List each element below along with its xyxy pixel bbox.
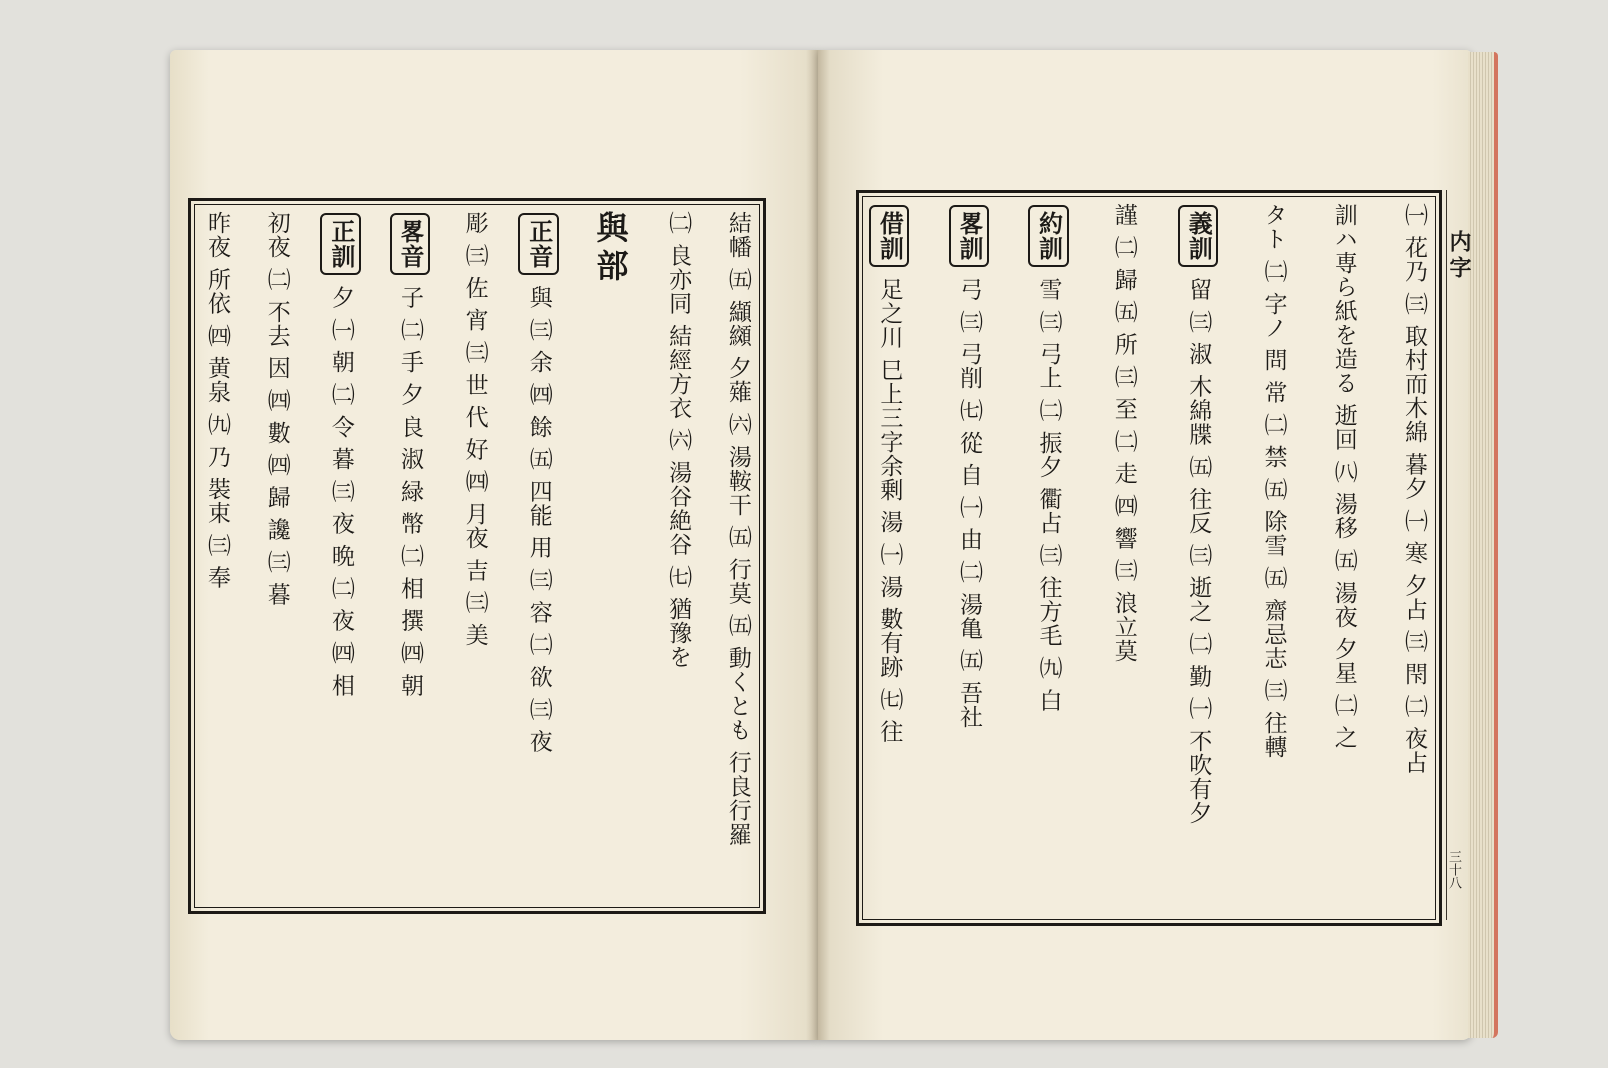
tag-shakukun: 借訓 [869,205,909,267]
left-column-2: ㈡ 良亦同 結經方衣 ㈥ 湯谷絶谷 ㈦ 猶豫を [665,211,692,669]
right-column-4-text: 留 ㈢ 淑 木綿牒 ㈤ 往反 ㈢ 逝之 ㈡ 勤 ㈠ 不吹有夕 [1185,277,1212,825]
left-column-4-text: 與 ㈢ 余 ㈣ 餘 ㈤ 四能 用 ㈢ 容 ㈡ 欲 ㈢ 夜 [525,285,552,754]
right-column-1: ㈠ 花乃 ㈢ 取村而木綿 暮夕 ㈠ 寒 夕占 ㈢ 閇 ㈡ 夜占 [1400,203,1427,775]
right-column-2: 訓ハ専ら紙を造る 逝回 ㈧ 湯移 ㈤ 湯夜 夕星 ㈡ 之 [1330,203,1357,750]
tag-seikun: 正訓 [320,213,360,275]
left-column-6-text: 子 ㈡ 手 夕 良 淑 緑 幣 ㈡ 相 撰 ㈣ 朝 [396,285,423,698]
folio-number: 三十八 [1446,850,1461,889]
left-column-4 [518,211,558,901]
left-text-frame [188,198,766,914]
page-edges [1468,52,1498,1038]
right-column-8 [869,203,909,913]
right-text-frame [856,190,1442,926]
book-gutter [806,50,830,1040]
left-column-9: 昨夜 所依 ㈣ 黄泉 ㈨ 乃 裝束 ㈢ 奉 [204,211,231,590]
tag-ryakukun: 畧訓 [949,205,989,267]
left-column-5: 彫 ㈢ 佐 宵 ㈢ 世 代 好 ㈣ 月夜 吉 ㈢ 美 [461,211,488,647]
right-column-5: 謹 ㈡ 歸 ㈤ 所 ㈢ 至 ㈡ 走 ㈣ 響 ㈢ 浪立莫 [1110,203,1137,663]
right-column-7-text: 弓 ㈢ 弓削 ㈦ 從 自 ㈠ 由 ㈡ 湯亀 ㈤ 吾社 [955,277,982,729]
right-column-6 [1028,203,1068,913]
tag-gikun: 義訓 [1178,205,1218,267]
left-column-7-text: 夕 ㈠ 朝 ㈡ 令 暮 ㈢ 夜 晩 ㈡ 夜 ㈣ 相 [327,285,354,698]
tag-seion: 正音 [518,213,558,275]
tag-ryakuon: 畧音 [390,213,430,275]
right-column-7 [949,203,989,913]
left-column-6 [390,211,430,901]
right-column-6-text: 雪 ㈢ 弓上 ㈡ 振夕 衢占 ㈢ 往方毛 ㈨ 白 [1035,277,1062,713]
left-column-7 [320,211,360,901]
left-column-1: 結幡 ㈤ 纈纐 夕薙 ㈥ 湯鞍干 ㈤ 行莫 ㈤ 動くとも 行良行羅 [724,211,751,847]
right-column-8-text: 足之川 巳上三字余剰 湯 ㈠ 湯 數有跡 ㈦ 往 [876,277,903,744]
section-header: 與部 [591,211,630,287]
left-columns [201,211,753,901]
left-column-8: 初夜 ㈡ 不去 因 ㈣ 數 ㈣ 歸 讒 ㈢ 暮 [263,211,290,607]
folio-title: 内字 [1446,230,1472,282]
right-column-4 [1178,203,1218,913]
folio-strip [1446,190,1467,920]
right-columns [869,203,1429,913]
tag-yakukun: 約訓 [1028,205,1068,267]
right-column-3: タト ㈡ 字ノ 問 常 ㈡ 禁 ㈤ 除雪 ㈤ 齋忌志 ㈢ 往轉 [1260,203,1287,759]
